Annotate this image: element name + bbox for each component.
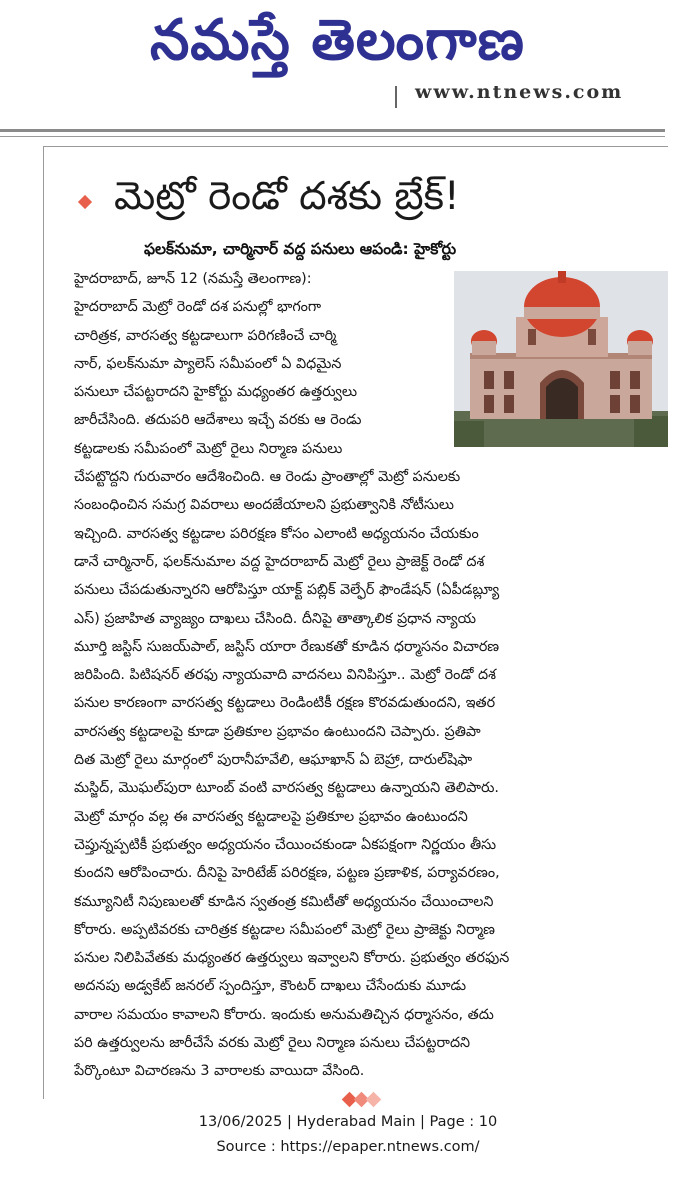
article-line: నార్, ఫలక్‌నుమా ప్యాలెస్ సమీపంలో ఏ విధమైన [74, 355, 342, 372]
masthead-rule-thin [0, 136, 665, 137]
newspaper-logo: నమస్తే తెలంగాణ [150, 8, 525, 73]
article-line: పనుల నిలిపివేతకు మధ్యంతర ఉత్తర్వులు ఇవ్వాలని కోరారు. ప్రభుత్వం తరఫున [74, 950, 510, 967]
article-line: చెప్తున్నప్పటికీ ప్రభుత్వం అధ్యయనం చేయించకుండా ఏకపక్షంగా నిర్ణయం తీసు [74, 836, 497, 853]
article-line: ఇచ్చింది. వారసత్వ కట్టడాల పరిరక్షణ కోసం ఎలాంటి అధ్యయనం చేయకుం [74, 525, 479, 542]
article-line: వారసత్వ కట్టడాలపై కూడా ప్రతికూల ప్రభావం ఉంటుందని చెప్పారు. ప్రతిపా [74, 723, 481, 740]
article-line: అదనపు అడ్వకేట్ జనరల్ స్పందిస్తూ, కౌంటర్ దాఖలు చేసేందుకు మూడు [74, 978, 467, 995]
footer-date-line: 13/06/2025 | Hyderabad Main | Page : 10 [198, 1114, 498, 1130]
article-line: పనుల కారణంగా వారసత్వ కట్టడాలు రెండింటికీ రక్షణ కొరవడుతుందని, ఇతర [74, 695, 496, 712]
article-line: చారిత్రక, వారసత్వ కట్టడాలుగా పరిగణించే చార్మి [74, 327, 337, 344]
article-line: మూర్తి జస్టిస్ సుజయ్‌పాల్, జస్టిస్ యారా రేణుకతో కూడిన ధర్మాసనం విచారణ [74, 638, 500, 655]
article-line: పనులు చేపడుతున్నారని ఆరోపిస్తూ యాక్ట్ పబ్లిక్ వెల్ఫేర్ ఫౌండేషన్ (ఏపీడబ్ల్యూ [74, 582, 500, 599]
article-line: హైదరాబాద్, జూన్ 12 (నమస్తే తెలంగాణ): [74, 271, 312, 287]
article-line: వారాల సమయం కావాలని కోరారు. ఇందుకు అనుమతిచ్చిన ధర్మాసనం, తదు [74, 1006, 494, 1023]
article-line: కుందని ఆరోపించారు. దీనిపై హెరిటేజ్ పరిరక్షణ, పట్టణ ప్రణాళిక, పర్యావరణం, [74, 865, 500, 882]
article-line: డానే చార్మినార్, ఫలక్‌నుమాల వద్ద హైదరాబాద్ మెట్రో రైలు ప్రాజెక్ట్ రెండో దశ [74, 553, 485, 570]
article-line: కట్టడాలకు సమీపంలో మెట్రో రైలు నిర్మాణ పనులు [74, 440, 343, 457]
article-line: సంబంధించిన సమగ్ర వివరాలు అందజేయాలని ప్రభుత్వానికి నోటీసులు [74, 497, 454, 514]
masthead [0, 0, 696, 140]
article-line: కోరారు. అప్పటివరకు చారిత్రక కట్టడాల సమీపంలో మెట్రో రైలు ప్రాజెక్టు నిర్మాణ [74, 921, 495, 938]
article-line: జారీచేసింది. తదుపరి ఆదేశాలు ఇచ్చే వరకు ఆ రెండు [74, 412, 362, 429]
article-headline: మెట్రో రెండో దశకు బ్రేక్! [114, 174, 460, 219]
footer-source-line: Source : https://epaper.ntnews.com/ [216, 1139, 480, 1155]
article-line: మెట్రో మార్గం వల్ల ఈ వారసత్వ కట్టడాలపై ప్రతికూల ప్రభావం ఉంటుందని [74, 808, 468, 825]
article-line: ఎస్) ప్రజాహిత వ్యాజ్యం దాఖలు చేసింది. దీనిపై తాత్కాలిక ప్రధాన న్యాయ [74, 610, 476, 627]
article-line: పేర్కొంటూ విచారణను 3 వారాలకు వాయిదా వేసింది. [74, 1063, 365, 1080]
article-subheadline: ఫలక్‌నుమా, చార్మినార్ వద్ద పనులు ఆపండి: హైకోర్టు [144, 240, 457, 258]
article-line: హైదరాబాద్ మెట్రో రెండో దశ పనుల్లో భాగంగా [74, 299, 322, 316]
article-line: కమ్యూనిటీ నిపుణులతో కూడిన స్వతంత్ర కమిటీతో అధ్యయనం చేయించాలని [74, 893, 494, 910]
article-line: పనులూ చేపట్టరాదని హైకోర్టు మధ్యంతర ఉత్తర్వులు [74, 384, 358, 401]
website-text: www.ntnews.com [415, 86, 624, 103]
news-article [43, 146, 668, 1099]
masthead-rule [0, 129, 665, 132]
article-end-ornament-icon [340, 1093, 388, 1107]
article-line: చేపట్టొద్దని గురువారం ఆదేశించింది. ఆ రెండు ప్రాంతాల్లో మెట్రో పనులకు [74, 469, 461, 486]
article-line: పరి ఉత్తర్వులను జారీచేసే వరకు మెట్రో రైలు నిర్మాణ పనులు చేపట్టరాదని [74, 1035, 471, 1052]
article-line: దిత మెట్రో రైలు మార్గంలో పురానీహవేలి, ఆఘాఖాన్ ఏ బెహ్రా, దారుల్‌షిఫా [74, 752, 473, 769]
article-line: జరిపింది. పిటిషనర్ తరఫు న్యాయవాది వాదనలు వినిపిస్తూ.. మెట్రో రెండో దశ [74, 667, 496, 684]
article-body [74, 265, 668, 1086]
article-line: మస్జిద్, మొఘల్‌పురా టూంబ్ వంటి వారసత్వ కట్టడాలు ఉన్నాయని తెలిపారు. [74, 780, 499, 797]
website-strip [395, 86, 667, 108]
headline-bullet-icon [78, 195, 92, 209]
